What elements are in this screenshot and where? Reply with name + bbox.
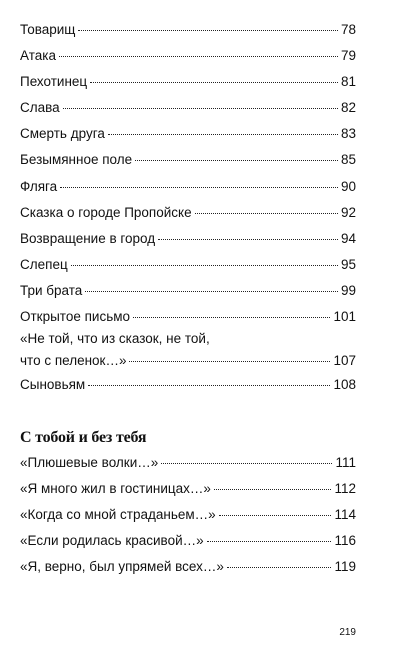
- toc-entry-title: Возвращение в город: [20, 231, 156, 246]
- dot-leader: [88, 385, 330, 386]
- toc-entry-page: 95: [340, 257, 356, 272]
- toc-entry[interactable]: [20, 48, 356, 64]
- toc-entry[interactable]: [20, 309, 356, 325]
- toc-entry-page: 114: [334, 507, 356, 522]
- toc-entry-title: Слава: [20, 100, 60, 115]
- toc-entry-title: Сыновьям: [20, 377, 86, 392]
- toc-entry-page: 92: [340, 205, 356, 220]
- toc-entry-title: Три брата: [20, 283, 83, 298]
- toc-entry[interactable]: [20, 257, 356, 273]
- dot-leader: [161, 463, 332, 464]
- toc-entry[interactable]: [20, 22, 356, 38]
- dot-leader: [71, 265, 338, 266]
- dot-leader: [59, 56, 338, 57]
- toc-entry-page: 99: [340, 283, 356, 298]
- toc-entry-page: 90: [340, 179, 356, 194]
- dot-leader: [90, 82, 338, 83]
- section-heading: С тобой и без тебя: [20, 429, 147, 446]
- toc-entry-page: 107: [333, 353, 356, 368]
- toc-entry-title: «Я, верно, был упрямей всех…»: [20, 559, 224, 574]
- dot-leader: [214, 489, 332, 490]
- toc-entry-multiline[interactable]: [20, 328, 356, 372]
- toc-entry-title: Безымянное поле: [20, 152, 133, 167]
- dot-leader: [207, 541, 332, 542]
- dot-leader: [219, 515, 332, 516]
- toc-entry[interactable]: [20, 559, 356, 575]
- toc-entry-page: 82: [340, 100, 356, 115]
- dot-leader: [158, 239, 338, 240]
- toc-entry[interactable]: [20, 507, 356, 523]
- toc-entry[interactable]: [20, 152, 356, 168]
- toc-entry-title: «Плюшевые волки…»: [20, 455, 159, 470]
- toc-entry-title: Смерть друга: [20, 126, 105, 141]
- toc-entry[interactable]: [20, 74, 356, 90]
- toc-entry-title: Товарищ: [20, 22, 76, 37]
- toc-entry-page: 81: [340, 74, 356, 89]
- toc-entry[interactable]: [20, 377, 356, 393]
- dot-leader: [133, 317, 330, 318]
- dot-leader: [63, 108, 338, 109]
- toc-entry-page: 78: [340, 22, 356, 37]
- toc-entry-page: 94: [340, 231, 356, 246]
- toc-entry[interactable]: [20, 481, 356, 497]
- toc-entry-title: Атака: [20, 48, 56, 63]
- toc-entry[interactable]: [20, 100, 356, 116]
- toc-entry-title: «Я много жил в гостиницах…»: [20, 481, 211, 496]
- toc-entry-title: Пехотинец: [20, 74, 88, 89]
- toc-entry-page: 116: [334, 533, 356, 548]
- toc-entry[interactable]: [20, 533, 356, 549]
- toc-entry-page: 83: [340, 126, 356, 141]
- page-number: 219: [339, 627, 356, 638]
- toc-entry-page: 79: [340, 48, 356, 63]
- toc-entry-page: 108: [333, 377, 356, 392]
- dot-leader: [129, 361, 330, 362]
- toc-entry-page: 101: [333, 309, 356, 324]
- toc-entry-title: Фляга: [20, 179, 58, 194]
- toc-entry[interactable]: [20, 231, 356, 247]
- toc-entry-title: Открытое письмо: [20, 309, 131, 324]
- dot-leader: [135, 160, 338, 161]
- toc-entry-page: 85: [340, 152, 356, 167]
- dot-leader: [78, 30, 338, 31]
- toc-entry[interactable]: [20, 455, 356, 471]
- dot-leader: [60, 187, 338, 188]
- dot-leader: [227, 567, 332, 568]
- toc-entry[interactable]: [20, 205, 356, 221]
- dot-leader: [108, 134, 338, 135]
- toc-entry-title: Слепец: [20, 257, 68, 272]
- dot-leader: [195, 213, 338, 214]
- toc-entry[interactable]: [20, 126, 356, 142]
- toc-entry[interactable]: [20, 283, 356, 299]
- toc-entry-page: 119: [334, 559, 356, 574]
- toc-entry-title-line1: «Не той, что из сказок, не той,: [20, 331, 210, 346]
- dot-leader: [85, 291, 338, 292]
- toc-entry-title-line2: что с пеленок…»: [20, 353, 127, 368]
- toc-entry-title: «Когда со мной страданьем…»: [20, 507, 216, 522]
- toc-entry-title: Сказка о городе Пропойске: [20, 205, 192, 220]
- toc-entry-page: 112: [334, 481, 356, 496]
- toc-entry-title: «Если родилась красивой…»: [20, 533, 204, 548]
- toc-entry[interactable]: [20, 179, 356, 195]
- toc-entry-page: 111: [335, 455, 356, 470]
